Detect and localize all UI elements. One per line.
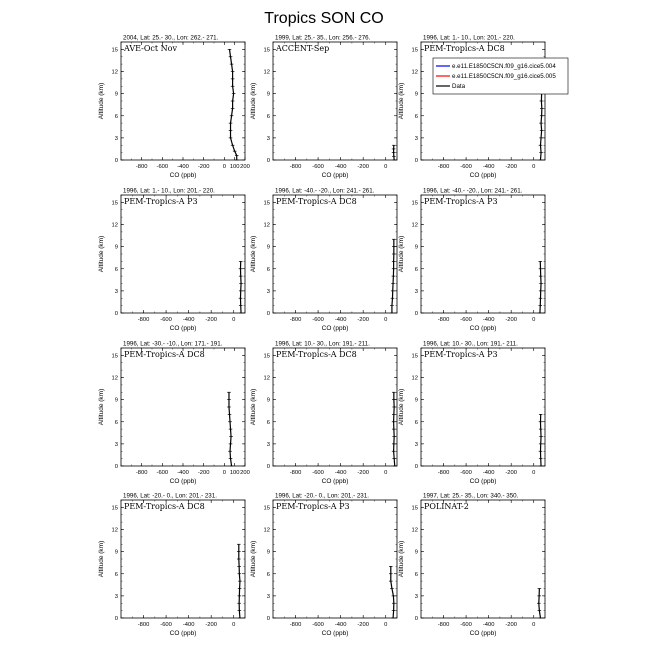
y-tick-label: 0 [114,464,118,470]
x-tick-label: 200 [240,470,250,476]
plot-frame [121,500,245,618]
y-tick-label: 15 [411,353,418,360]
panel-header: 1996, Lat: -30.- -10., Lon: 171.- 191. [123,340,223,348]
panel-3 [398,35,545,180]
x-tick-label: -800 [289,317,302,323]
x-tick-label: -400 [177,470,189,476]
panel-1 [98,35,250,180]
panel-header: 1999, Lat: 25.- 35., Lon: 256.- 276. [275,34,371,42]
y-tick-label: 0 [266,311,270,317]
plot-frame [273,348,397,466]
y-tick-label: 0 [114,158,118,164]
x-tick-label: -800 [135,164,148,170]
y-tick-label: 0 [414,464,418,470]
series-line-data [540,261,541,313]
y-axis-title: Altitude (km) [98,540,105,578]
y-tick-label: 9 [414,244,418,251]
x-tick-label: -400 [334,164,347,170]
x-tick-label: -200 [357,622,369,628]
y-tick-label: 9 [266,91,270,98]
x-tick-label: -400 [334,317,347,323]
plot-frame [121,42,245,160]
plot-frame [273,500,397,618]
y-tick-label: 15 [263,200,270,207]
y-tick-label: 15 [111,47,118,54]
panel-campaign-label: PEM-Tropics-A DC8 [276,350,357,359]
panel-campaign-label: PEM-Tropics-A P3 [276,502,350,511]
panel-campaign-label: PEM-Tropics-A P3 [424,197,498,206]
panel-campaign-label: POLINAT-2 [424,502,469,511]
panel-campaign-label: AVE-Oct Nov [124,44,177,53]
x-tick-label: -200 [505,622,517,628]
y-tick-label: 3 [266,441,270,448]
panel-header: 1996, Lat: 10.- 30., Lon: 191.- 211. [275,340,370,348]
y-axis-title: Altitude (km) [250,388,257,426]
x-tick-label: -200 [505,164,517,170]
x-tick-label: -200 [205,317,217,323]
figure-title: Tropics SON CO [264,10,384,27]
plot-frame [421,195,545,313]
y-tick-label: 6 [114,266,118,273]
y-tick-label: 6 [414,113,418,120]
x-tick-label: -800 [437,164,450,170]
y-tick-label: 0 [266,616,270,622]
y-tick-label: 6 [114,571,118,578]
x-tick-label: -800 [437,317,450,323]
y-tick-label: 6 [414,419,418,426]
panel-header: 1996, Lat: 10.- 30., Lon: 191.- 211. [423,340,518,348]
y-axis-title: Altitude (km) [250,540,257,578]
x-tick-label: -200 [357,164,369,170]
x-axis-title: CO (ppb) [321,325,349,332]
y-tick-label: 6 [114,419,118,426]
panel-11 [250,493,397,638]
x-tick-label: -200 [357,470,369,476]
y-tick-label: 15 [411,47,418,54]
x-axis-title: CO (ppb) [321,172,349,179]
x-tick-label: -600 [460,622,472,628]
panel-header: 1996, Lat: -40.- -20., Lon: 241.- 261. [275,187,375,195]
y-axis-title: Altitude (km) [98,235,105,273]
y-axis-title: Altitude (km) [398,82,405,120]
panel-header: 1996, Lat: 1.- 10., Lon: 201.- 220. [423,34,515,42]
panel-header: 1996, Lat: -40.- -20., Lon: 241.- 261. [423,187,523,195]
y-tick-label: 12 [111,69,118,76]
y-tick-label: 15 [263,505,270,512]
x-tick-label: 0 [232,622,236,628]
legend [433,58,568,94]
y-tick-label: 12 [263,69,270,76]
y-tick-label: 12 [263,222,270,229]
legend-entry-label: e.e11.E1850C5CN.f09_g16.cice5.004 [452,63,556,70]
y-tick-label: 3 [266,593,270,600]
y-tick-label: 12 [411,69,418,76]
y-tick-label: 0 [114,616,118,622]
y-tick-label: 12 [111,375,118,382]
x-tick-label: 200 [240,164,250,170]
x-tick-label: 0 [384,470,388,476]
panel-header: 1996, Lat: -20.- 0., Lon: 201.- 231. [275,492,369,500]
panel-header: 1996, Lat: -20.- 0., Lon: 201.- 231. [123,492,217,500]
y-tick-label: 12 [411,222,418,229]
panel-campaign-label: PEM-Tropics-A DC8 [276,197,357,206]
x-axis-title: CO (ppb) [469,478,497,485]
x-tick-label: -400 [482,164,495,170]
series-line-data [540,414,541,466]
y-tick-label: 9 [414,549,418,556]
x-tick-label: 0 [532,470,536,476]
panel-campaign-label: PEM-Tropics-A DC8 [124,502,205,511]
plot-frame [421,348,545,466]
y-tick-label: 9 [266,244,270,251]
panel-7 [98,341,250,486]
panel-campaign-label: PEM-Tropics-A DC8 [424,44,505,53]
x-axis-title: CO (ppb) [169,172,197,179]
x-axis-title: CO (ppb) [469,630,497,637]
x-axis-title: CO (ppb) [169,478,197,485]
x-tick-label: -800 [437,622,450,628]
y-axis-title: Altitude (km) [398,235,405,273]
y-tick-label: 3 [414,288,418,295]
panel-5 [250,188,397,333]
x-tick-label: -800 [137,317,150,323]
x-tick-label: -800 [289,164,302,170]
x-tick-label: -200 [205,622,217,628]
y-tick-label: 12 [263,527,270,534]
x-axis-title: CO (ppb) [169,630,197,637]
y-tick-label: 15 [263,353,270,360]
y-tick-label: 9 [414,91,418,98]
x-tick-label: -600 [160,317,172,323]
y-tick-label: 9 [114,244,118,251]
x-tick-label: -800 [289,470,302,476]
y-tick-label: 3 [114,593,118,600]
y-tick-label: 12 [411,375,418,382]
x-tick-label: -600 [312,317,324,323]
plot-frame [273,195,397,313]
x-tick-label: 0 [532,622,536,628]
panel-8 [250,341,397,486]
plot-frame [121,348,245,466]
x-tick-label: 0 [232,317,236,323]
panel-header: 1997, Lat: 25.- 35., Lon: 340.- 350. [423,492,519,500]
plot-frame [273,42,397,160]
y-axis-title: Altitude (km) [398,388,405,426]
legend-entry-label: e.e11.E1850C5CN.f09_g16.cice5.005 [452,73,556,80]
x-tick-label: -400 [482,317,495,323]
y-axis-title: Altitude (km) [98,82,105,120]
plot-frame [121,195,245,313]
x-tick-label: -400 [182,317,195,323]
x-tick-label: -600 [312,470,324,476]
x-tick-label: 0 [384,622,388,628]
y-tick-label: 0 [266,464,270,470]
x-axis-title: CO (ppb) [169,325,197,332]
x-tick-label: 0 [222,470,226,476]
y-tick-label: 15 [411,505,418,512]
x-tick-label: -600 [312,164,324,170]
y-tick-label: 9 [414,397,418,404]
y-tick-label: 6 [266,266,270,273]
y-tick-label: 0 [414,311,418,317]
panel-9 [398,341,545,486]
x-tick-label: -600 [460,164,472,170]
y-tick-label: 3 [414,593,418,600]
x-tick-label: -200 [197,470,210,476]
panel-10 [98,493,245,638]
y-tick-label: 0 [414,158,418,164]
y-tick-label: 3 [266,288,270,295]
y-tick-label: 9 [114,397,118,404]
plot-frame [421,500,545,618]
x-tick-label: -400 [334,470,347,476]
y-tick-label: 0 [266,158,270,164]
x-tick-label: -200 [505,317,517,323]
x-tick-label: 0 [532,164,536,170]
y-tick-label: 3 [414,441,418,448]
y-tick-label: 6 [414,571,418,578]
x-tick-label: -800 [437,470,450,476]
panel-6 [398,188,545,333]
y-tick-label: 6 [266,419,270,426]
y-tick-label: 12 [111,222,118,229]
x-axis-title: CO (ppb) [469,325,497,332]
y-axis-title: Altitude (km) [250,235,257,273]
panel-campaign-label: PEM-Tropics-A P3 [124,197,198,206]
panel-campaign-label: PEM-Tropics-A DC8 [124,350,205,359]
x-tick-label: -600 [460,470,472,476]
panel-campaign-label: ACCENT-Sep [276,44,330,53]
x-tick-label: 100 [229,164,240,170]
y-tick-label: 15 [111,353,118,360]
panel-header: 2004, Lat: 25.- 30., Lon: 262.- 271. [123,34,219,42]
y-tick-label: 3 [114,135,118,142]
y-tick-label: 15 [263,47,270,54]
x-tick-label: -400 [482,622,495,628]
x-tick-label: -200 [357,317,369,323]
y-tick-label: 0 [414,616,418,622]
x-tick-label: -600 [312,622,324,628]
x-tick-label: -200 [505,470,517,476]
y-tick-label: 6 [266,571,270,578]
y-tick-label: 9 [114,549,118,556]
x-tick-label: -600 [156,164,169,170]
x-tick-label: 0 [384,164,388,170]
x-tick-label: -400 [334,622,347,628]
x-tick-label: -400 [182,622,195,628]
x-tick-label: 0 [222,164,226,170]
y-tick-label: 9 [266,549,270,556]
y-tick-label: 15 [111,505,118,512]
panel-header: 1996, Lat: 1.- 10., Lon: 201.- 220. [123,187,215,195]
x-tick-label: -800 [137,622,150,628]
y-tick-label: 6 [266,113,270,120]
y-tick-label: 15 [111,200,118,207]
series-line-data [230,49,237,160]
series-line-data [391,566,394,618]
y-axis-title: Altitude (km) [398,540,405,578]
x-axis-title: CO (ppb) [321,630,349,637]
y-tick-label: 12 [411,527,418,534]
x-tick-label: -400 [482,470,495,476]
x-tick-label: -200 [197,164,210,170]
x-axis-title: CO (ppb) [469,172,497,179]
y-tick-label: 6 [114,113,118,120]
y-tick-label: 3 [414,135,418,142]
x-tick-label: 100 [229,470,240,476]
y-tick-label: 12 [111,527,118,534]
x-axis-title: CO (ppb) [321,478,349,485]
y-tick-label: 12 [263,375,270,382]
y-axis-title: Altitude (km) [250,82,257,120]
x-tick-label: 0 [532,317,536,323]
x-tick-label: -600 [160,622,172,628]
y-tick-label: 3 [114,288,118,295]
y-tick-label: 9 [114,91,118,98]
panel-12 [398,493,545,638]
y-tick-label: 3 [266,135,270,142]
y-tick-label: 6 [414,266,418,273]
y-tick-label: 3 [114,441,118,448]
y-tick-label: 0 [114,311,118,317]
y-tick-label: 9 [266,397,270,404]
x-tick-label: -400 [177,164,189,170]
panel-2 [250,35,397,180]
panel-campaign-label: PEM-Tropics-A P3 [424,350,498,359]
y-tick-label: 15 [411,200,418,207]
x-tick-label: -600 [156,470,169,476]
y-axis-title: Altitude (km) [98,388,105,426]
x-tick-label: -600 [460,317,472,323]
x-tick-label: -800 [289,622,302,628]
panel-4 [98,188,245,333]
series-line-data [240,261,241,313]
x-tick-label: -800 [135,470,148,476]
x-tick-label: 0 [384,317,388,323]
legend-entry-label: Data [452,83,466,90]
